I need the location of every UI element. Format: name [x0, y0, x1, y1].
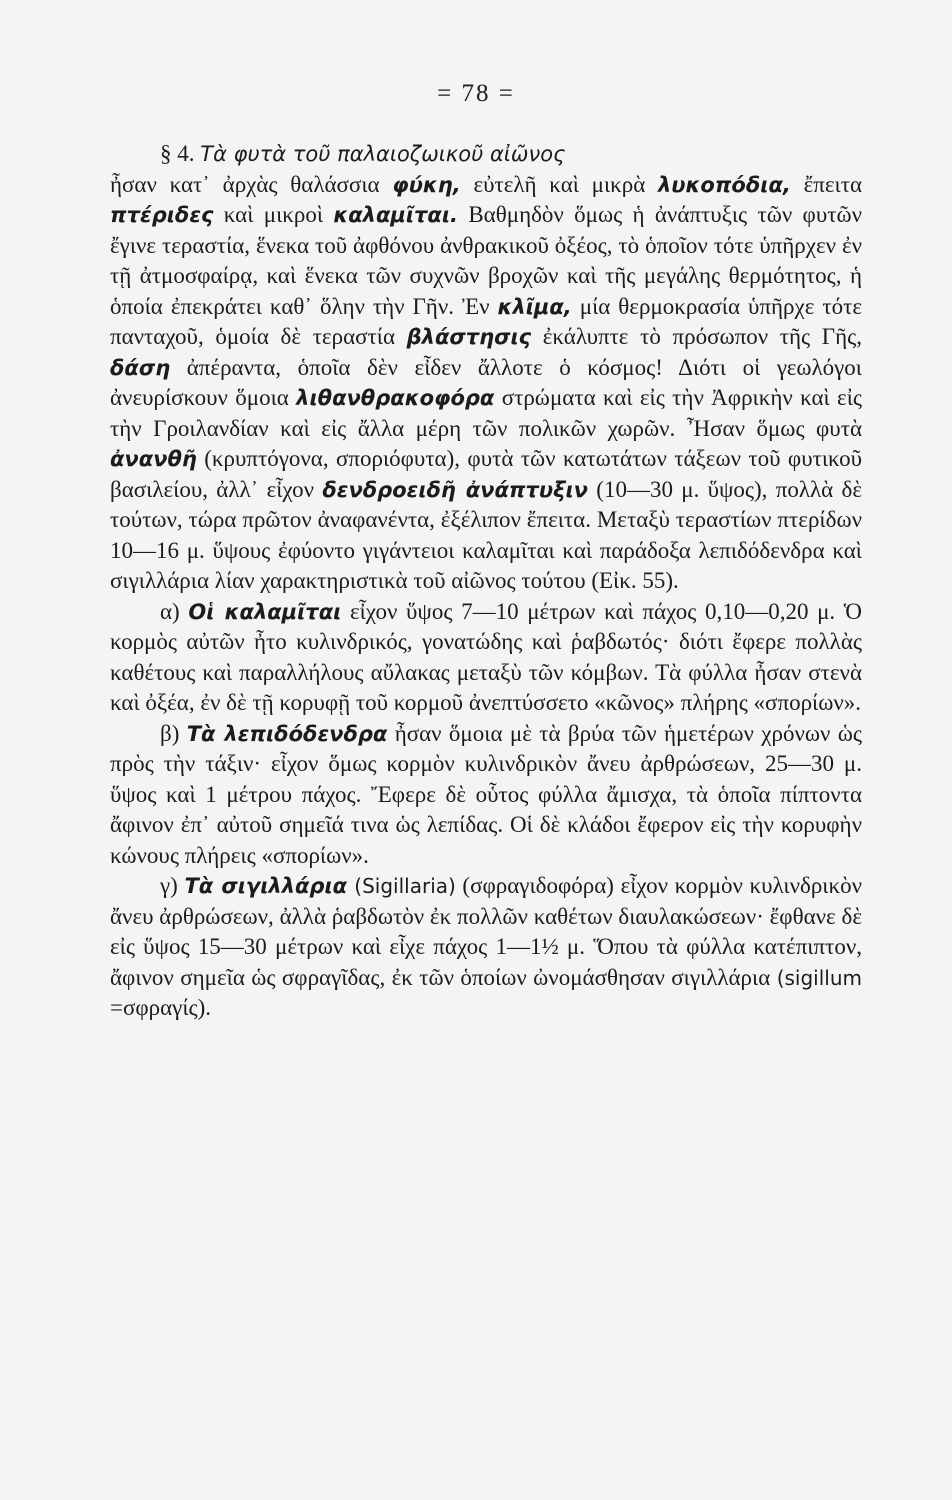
item-label: γ)	[160, 873, 185, 898]
paragraph-lepidodendra	[110, 719, 862, 872]
paragraph-sigillaria	[110, 871, 862, 1024]
bold-term: Οἱ καλαμῖται	[188, 599, 342, 624]
text-run: στρώματα καὶ εἰς τὴν Ἀφρικὴν καὶ εἰς τὴν Γροιλανδίαν καὶ εἰς ἄλλα μέρη τῶν πολικῶν χωρῶν. Ἦσαν ὅμως φυτὰ	[110, 385, 862, 441]
text-run: ἐκάλυπτε τὸ πρόσωπον τῆς Γῆς,	[531, 324, 862, 349]
bold-term: πτέριδες	[110, 203, 214, 227]
bold-term: φύκη,	[392, 172, 461, 197]
text-run: εὐτελῆ καὶ μικρὰ	[460, 171, 658, 197]
text-run: Βαθμηδὸν ὅμως ἡ ἀνάπτυξις τῶν φυτῶν ἔγινε τεραστία, ἕνεκα τοῦ ἀφθόνου ἀνθρακικοῦ ὀξέος, τὸ ὁποῖον τότε ὑπῆρχεν ἐν τῇ ἀτμοσφαίρᾳ, καὶ ἕνεκα τῶν συχνῶν βροχῶν καὶ τῆς μεγάλης θερμότητος, ἡ ὁποία ἐπεκράτει καθ᾿ ὅλην τὴν Γῆν. Ἐν	[110, 202, 863, 319]
paragraph-kalamites	[110, 597, 862, 719]
section-number: § 4.	[160, 141, 195, 166]
text-run: (σφραγιδοφόρα) εἶχον κορμὸν κυλινδρικὸν ἄνευ ἀρθρώσεων, ἀλλὰ ῥαβδωτὸν ἐκ πολλῶν καθέτων διαυλακώσεων· ἔφθανε δὲ εἰς ὕψος 15—30 μέτρων καὶ εἶχε πάχος 1—1½ μ. Ὅπου τὰ φύλλα κατέπιπτον, ἄφινον σημεῖα ὡς σφραγῖδας, ἐκ τῶν ὁποίων ὠνομάσθησαν σιγιλλάρια	[110, 873, 862, 990]
body-text	[110, 139, 862, 1024]
item-label: β)	[160, 720, 187, 746]
text-run: ἦσαν κατ᾿ ἀρχὰς θαλάσσια	[110, 171, 393, 197]
bold-term: κλῖμα,	[497, 294, 572, 319]
text-run: (κρυπτόγονα, σποριόφυτα), φυτὰ τῶν κατωτάτων τάξεων τοῦ φυτικοῦ βασιλείου, ἀλλ᾿ εἶχον	[110, 446, 862, 502]
page-number: = 78 =	[437, 80, 515, 107]
bold-term: καλαμῖται.	[333, 203, 459, 227]
text-run: καὶ μικροὶ	[213, 202, 334, 227]
text-run: ἀπέραντα, ὁποῖα δὲν εἶδεν ἄλλοτε ὁ κόσμος! Διότι οἱ γεωλόγοι ἀνευρίσκουν ὅμοια	[110, 354, 862, 410]
text-run: ἔπειτα	[790, 171, 862, 197]
section-title: Τὰ φυτὰ τοῦ παλαιοζωικοῦ αἰῶνος	[200, 142, 566, 166]
bold-term: Τὰ λεπιδόδενδρα	[186, 721, 388, 746]
latin-term: (sigillum	[776, 965, 862, 990]
bold-term: βλάστησις	[406, 325, 532, 349]
bold-term: λιθανθρακοφόρα	[296, 386, 495, 410]
section-heading	[160, 139, 862, 170]
text-run: εἶχον ὕψος 7—10 μέτρων καὶ πάχος 0,10—0,20 μ. Ὁ κορμὸς αὐτῶν ἦτο κυλινδρικός, γονατώδης καὶ ῥαβδωτός· διότι ἔφερε πολλὰς καθέτους καὶ παραλλήλους αὔλακας μεταξὺ τῶν κόμβων. Τὰ φύλλα ἦσαν στενὰ καὶ ὀξέα, ἐν δὲ τῇ κορυφῇ τοῦ κορμοῦ ἀνεπτύσσετο «κῶνος» πλήρης «σπορίων».	[110, 598, 863, 715]
bold-term: ἀνανθῆ	[110, 447, 197, 471]
latin-term: (Sigillaria)	[347, 874, 456, 898]
bold-term: δάση	[110, 355, 171, 380]
text-run: ἦσαν ὅμοια μὲ τὰ βρύα τῶν ἡμετέρων χρόνων ὡς πρὸς τὴν τάξιν· εἶχον ὅμως κορμὸν κυλινδρικὸν ἄνευ ἀρθρώσεων, 25—30 μ. ὕψος καὶ 1 μέτρου πάχος. Ἔφερε δὲ οὗτος φύλλα ἄμισχα, τὰ ὁποῖα πίπτοντα ἄφινον ἐπ᾿ αὐτοῦ σημεῖά τινα ὡς λεπίδας. Οἱ δὲ κλάδοι ἔφερον εἰς τὴν κορυφὴν κώνους πλήρεις «σπορίων».	[110, 720, 862, 868]
item-label: α)	[160, 598, 189, 624]
paragraph-intro	[110, 170, 862, 597]
text-run: μία θερμοκρασία ὑπῆρχε τότε πανταχοῦ, ὁμοία δὲ τεραστία	[110, 293, 862, 349]
bold-term: δενδροειδῆ ἀνάπτυξιν	[322, 477, 588, 502]
bold-term: λυκοπόδια,	[658, 172, 791, 197]
text-run: =σφραγίς).	[110, 995, 212, 1020]
text-run: (10—30 μ. ὕψος), πολλὰ δὲ τούτων, τώρα πρῶτον ἀναφανέντα, ἐξέλιπον ἔπειτα. Μεταξὺ τεραστίων πτερίδων 10—16 μ. ὕψους ἐφύοντο γιγάντειοι καλαμῖται καὶ παράδοξα λεπιδόδενδρα καὶ σιγιλλάρια λίαν χαρακτηριστικὰ τοῦ αἰῶνος τούτου (Εἰκ. 55).	[110, 476, 862, 593]
bold-term: Τὰ σιγιλλάρια	[184, 874, 348, 898]
